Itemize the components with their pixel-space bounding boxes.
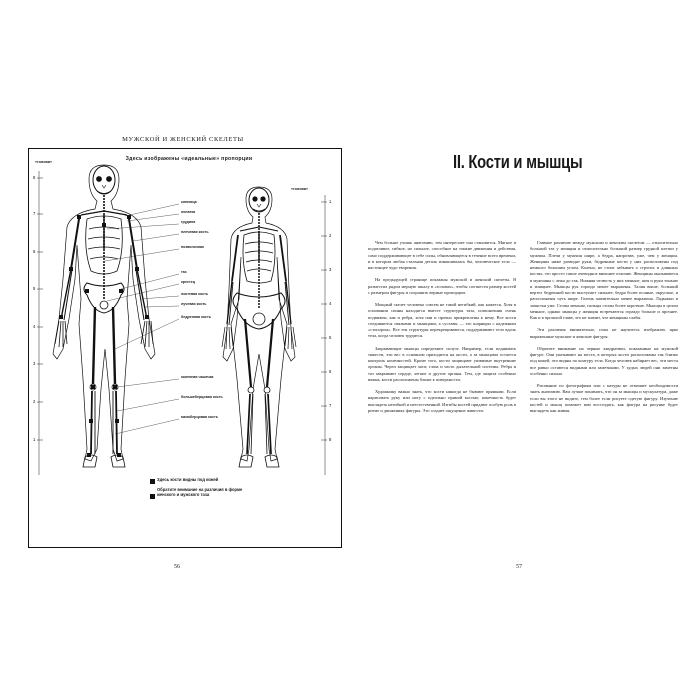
figure-title: Здесь изображены «идеальные» пропорции (125, 156, 253, 162)
label-patella: коленная чашечка (181, 375, 214, 379)
scale-right-tick: 8 (329, 437, 332, 442)
scale-right-tick: 2 (329, 233, 332, 238)
scale-right-tick: 4 (329, 301, 332, 306)
label-sacrum: крестец (181, 280, 195, 284)
scale-left-tick: 2 (33, 399, 36, 404)
label-radius: лучевая кость (181, 302, 207, 306)
label-scapula: лопатка (181, 210, 196, 214)
female-skeleton (222, 187, 296, 467)
paragraph: Рисование по фотографиям или с натуры не отменяет необходимости знать анатомию. Вам лучше понимать, что он за мышцы и мускулатура, даже если вы этого не видите, тем более если рисуете одетую фигуру. Изучение костей и мышц поможет вам воссоздать, как фигура на рисунке будет выглядеть как живая. (530, 383, 678, 413)
scale-left-tick: 4 (33, 324, 36, 329)
text-column-left (368, 240, 516, 414)
right-page (358, 122, 688, 582)
paragraph: Главное различие между мужским и женским скелетом — относительно большой таз у женщин и относительно больший размер грудной клетки у мужчин. Плечи у мужчин шире, а бедра, напротив, уже, чем у женщин. Женщины ниже разводят руки, бедренные кости у них расположены под немного большим углом. Колено, не стоит забывать о строгих и длинных костях, это просто самое очевидное внешнее отличие. Женщины оказываются в мужчины с лежа до так. Нижняя челюсть у них меньше, шея и руки тоньше и изящнее. Мышцы рук гораздо менее выражены. Талия выше, больший вертел бедренной кости выступает сильнее, бедра более полные, округлые, и расположены чуть шире. Голень значительно менее выражена. Лодыжки и запястья уже. Стопы меньше, пальцы стопы более короткие. Мышцы в целом меньше, однако мышцы у женщин встречаются гораздо больше и прочнее. Как и в прошлой главе, это не значит, что женщины слабы. (530, 240, 678, 320)
scale-right-tick: 3 (329, 267, 332, 272)
skeleton-figure (28, 148, 342, 548)
paragraph: Мощный скелет человека совсем не такой негибкий, как кажется. Хотя в основании спины находятся вместе структуры таза, позвоночник очень подвижен, как и ребра, хотя они и прочно прикреплены к нему. Все кости соединяются связками и мышцами, а суставы — это шарниры с надежным «стопором». Все эти структуры перекрещиваются, поддерживают тело вдоль тела, когда человек трудится. (368, 302, 516, 339)
scale-left-tick: 6 (33, 249, 36, 254)
scale-left-tick: 3 (33, 361, 36, 366)
paragraph: На предыдущей странице показаны мужской и женский скелеты. Я разместил рядом мерную шкалу в «головах», чтобы соотнести размер костей с размером фигуры и сохранить верные пропорции. (368, 277, 516, 295)
paragraph: Закрывающие мышцы определяют силуэт. Например, если поднимать тяжести, эти вес в основном приходится на кости, а за мышцами остается контроль конечностей. Кроме того, кости защищают уязвимые внутренние органы. Череп защищает мозг, глаза и часть дыхательной системы. Ребра и таз закрывают сердце, легкие и другие органы. Тем, где защита особенно важна, кости расположены ближе к поверхности. (368, 345, 516, 382)
figure-legend (149, 477, 244, 502)
label-clavicle: ключица (181, 200, 197, 204)
scale-left-tick: 7 (33, 211, 36, 216)
label-tibia: большеберцовая кость (181, 395, 223, 399)
paragraph: Обратите внимание на черные квадратики, показанные на мужской фигуре. Они указывают на места, в которых кости расположены так близко под кожей, что видны по контуру тела. Когда человек набирает вес, эти места все равно остаются видными или заметными. У худых людей они заметны особенно сильно. (530, 345, 678, 376)
scale-left-tick: 1 (33, 437, 36, 442)
label-femur: бедренная кость (181, 315, 211, 319)
label-spine: позвоночник (181, 245, 205, 249)
scale-right-tick: 7 (329, 403, 332, 408)
scale-right-tick: 6 (329, 369, 332, 374)
text-column-right (530, 240, 678, 414)
label-humerus: плечевая кость (181, 230, 209, 234)
scale-left-label: «голова» (35, 160, 53, 164)
paragraph: Чем больше учишь анатомию, тем интереснее она становится. Мягкое и податливое, гибкое, но сильное, способное на тонкие движения и действия, само поддерживающее в себе силы, обновляющееся в течение всего времени, и в котором любая стальная деталь изнашивалась бы, человеческое тело — настоящее чудо творения. (368, 240, 516, 270)
running-head: МУЖСКОЙ И ЖЕНСКИЙ СКЕЛЕТЫ (122, 136, 244, 143)
scale-right-tick: 5 (329, 335, 332, 340)
paragraph: Художнику важно знать, что кости никогда не бывают прямыми. Если нарисовать руку или ногу с идеально прямой костью, конечность будет выглядеть негибкой и неестественной. Изгибы костей придают особую роль в ритме и движениях фигуры. Это создает ощущение живости. (368, 389, 516, 413)
page-number-left: 56 (174, 564, 180, 570)
page-number-right: 57 (516, 564, 522, 570)
scale-left-tick: 8 (33, 175, 36, 180)
legend-item: Здесь кости видны под кожей (157, 477, 219, 482)
male-skeleton (53, 165, 155, 467)
paragraph: Эти различия внимательно, пока не научитесь изображать ярко выраженные мужские и женские фигуры. (530, 327, 678, 339)
left-page (18, 122, 348, 582)
label-fibula: малоберцовая кость (181, 415, 218, 419)
chapter-title: II. Кости и мышцы (453, 152, 583, 172)
scale-left-tick: 5 (33, 286, 36, 291)
label-sternum: грудина (181, 220, 196, 224)
label-pelvis: таз (181, 270, 187, 274)
legend-item: Обратите внимание на различия в форме женского и мужского таза (157, 486, 243, 498)
scale-right-tick: 1 (329, 199, 332, 204)
label-ulna: локтевая кость (181, 292, 209, 296)
scale-right-label: «голова» (291, 187, 309, 191)
